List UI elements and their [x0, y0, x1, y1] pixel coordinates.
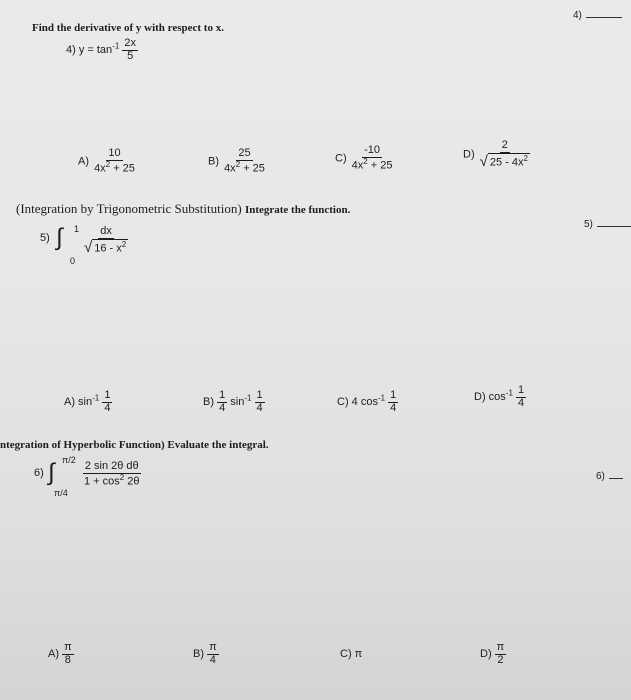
q5-answer-blank[interactable]: [597, 226, 631, 227]
q4-choice-d[interactable]: D) 2 √ $25 - 4x^2$: [463, 139, 528, 170]
q6-answer-number: 6): [596, 471, 623, 482]
q4-choice-c[interactable]: C) $\frac{-10}{4x^2 + 25}$: [335, 144, 393, 172]
q4-equation: 4) $y = \tan^{-1}$ $\frac{2x}{5}$: [66, 37, 136, 62]
q6-integral: 6) ∫ π/2 π/4 $\frac{\text{2 sin 2θ dθ}}{1 + \cos^2 2\theta}$: [34, 455, 140, 498]
q5-choice-a[interactable]: A) $\sin^{-1}$ $\frac{1}{4}$: [64, 389, 111, 414]
q6-choice-c[interactable]: C) π: [340, 648, 363, 660]
q5-choice-d[interactable]: D) $\cos^{-1}$ $\frac{1}{4}$: [474, 384, 525, 409]
q4-answer-number: 4): [573, 10, 622, 21]
q6-choice-d[interactable]: D) $\frac{\pi}{2}$: [480, 641, 505, 666]
q5-answer-number: 5): [584, 219, 631, 230]
q4-choice-a[interactable]: A) $\frac{10}{4x^2 + 25}$: [78, 147, 135, 175]
q4-instruction: Find the derivative of y with respect to x.: [32, 22, 224, 34]
integral-sign: ∫: [48, 459, 55, 486]
q5-instruction: (Integration by Trigonometric Substitution) Integrate the function.: [16, 201, 351, 216]
q6-answer-blank[interactable]: [609, 478, 623, 479]
q5-integral: 5) ∫ 1 0 dx √ $16 - x^2$: [40, 224, 127, 266]
q6-instruction: ntegration of Hyperbolic Function) Evaluate the integral.: [0, 439, 269, 451]
q5-choice-c[interactable]: C) 4 $\cos^{-1}$ $\frac{1}{4}$: [337, 389, 397, 414]
q4-answer-blank[interactable]: [586, 17, 622, 18]
integral-sign: ∫: [56, 224, 63, 251]
q4-choice-b[interactable]: B) $\frac{25}{4x^2 + 25}$: [208, 147, 265, 175]
q5-choice-b[interactable]: B) $\frac{1}{4}$ $\sin^{-1}$ $\frac{1}{4}$: [203, 389, 263, 414]
q6-choice-b[interactable]: B) $\frac{\pi}{4}$: [193, 641, 217, 666]
q6-choice-a[interactable]: A) $\frac{\pi}{8}$: [48, 641, 72, 666]
